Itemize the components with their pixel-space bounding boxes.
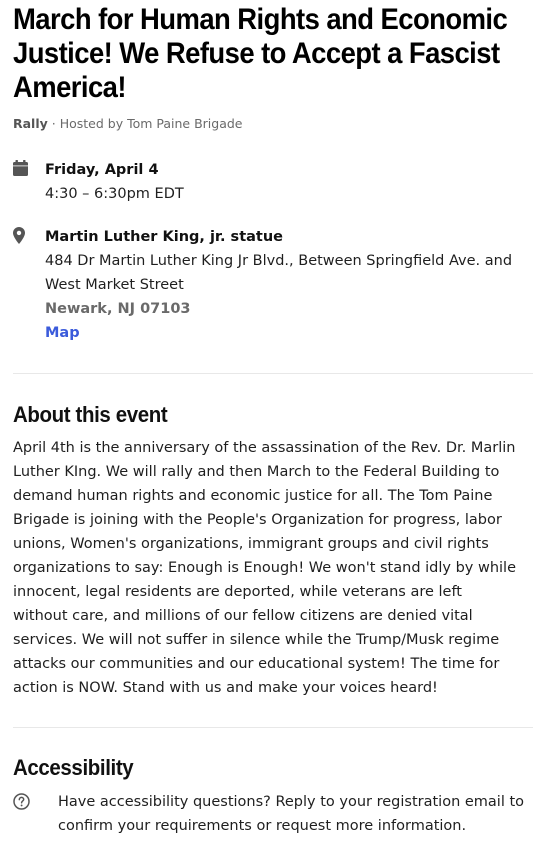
map-link[interactable]: Map [45, 325, 80, 341]
location-address: 484 Dr Martin Luther King Jr Blvd., Between Springfield Ave. and West Market Street [45, 253, 513, 293]
event-date-time: 4:30 – 6:30pm EDT [45, 186, 184, 202]
map-pin-icon [13, 227, 25, 248]
section-divider [13, 727, 533, 728]
event-host: · Hosted by Tom Paine Brigade [47, 116, 243, 131]
event-date-day: Friday, April 4 [45, 162, 159, 178]
event-page [13, 0, 533, 838]
event-title: March for Human Rights and Economic Justice! We Refuse to Accept a Fascist America! [13, 3, 508, 104]
about-description: April 4th is the anniversary of the assassination of the Rev. Dr. Marlin Luther KIng. We will rally and then March to the Federal Building to demand human rights and economic justice for all. The Tom Paine Brigade is joining with the People's Organization for progress, labor unions, Women's organizations, immigrant groups and civil rights organizations to say: Enough is Enough! We won't stand idly by while innocent, legal residents are deported, while veterans are left without care, and millions of our fellow citizens are denied vital services. We will not suffer in silence while the Trump/Musk regime attacks our communities and our educational system! The time for action is NOW. Stand with us and make your voices heard! [13, 440, 517, 696]
calendar-icon [13, 160, 28, 180]
accessibility-title: Accessibility [13, 755, 134, 780]
question-circle-icon [13, 793, 30, 814]
event-meta [13, 116, 533, 132]
section-divider [13, 373, 533, 374]
event-date-block [13, 158, 533, 206]
location-city: Newark, NJ 07103 [45, 301, 191, 317]
accessibility-text: Have accessibility questions? Reply to your registration email to confirm your requirements or request more information. [58, 794, 525, 834]
location-name: Martin Luther King, jr. statue [45, 229, 283, 245]
accessibility-info [13, 790, 533, 838]
event-type: Rally [13, 116, 48, 131]
event-location-block [13, 225, 533, 345]
about-title: About this event [13, 402, 168, 427]
